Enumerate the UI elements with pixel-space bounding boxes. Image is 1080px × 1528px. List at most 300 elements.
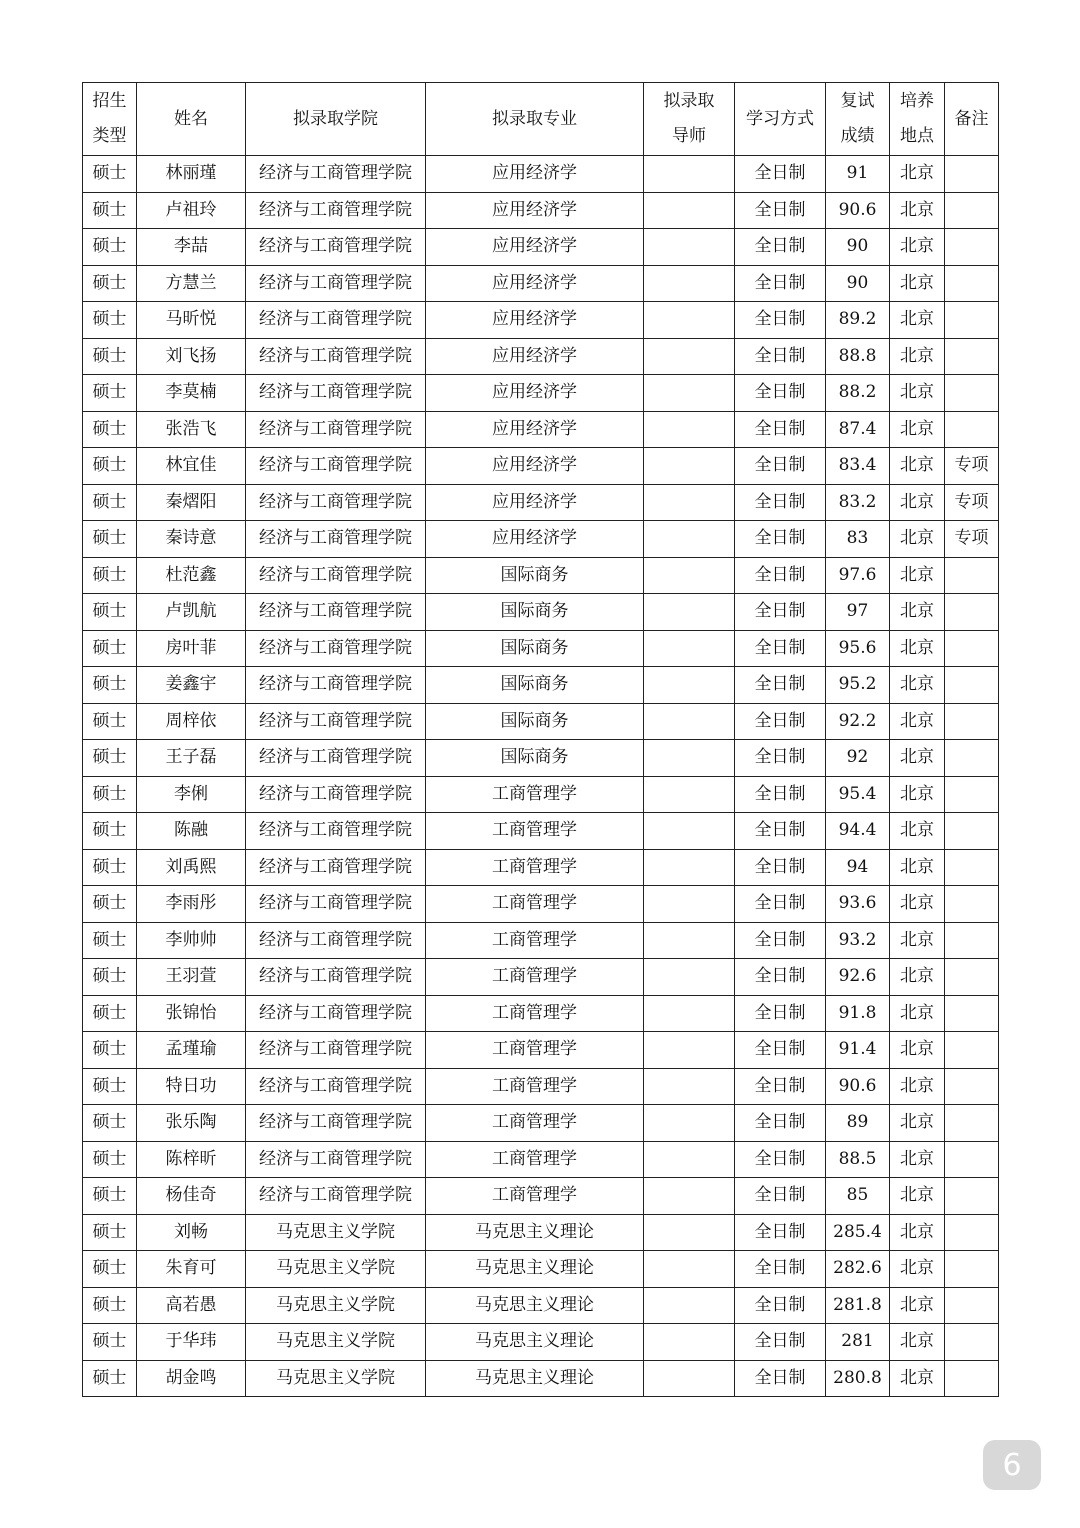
cell-location: 北京 (890, 1287, 945, 1324)
table-row (83, 557, 999, 594)
cell-score: 88.2 (826, 375, 890, 412)
cell-study-mode: 全日制 (735, 1324, 826, 1361)
cell-location: 北京 (890, 521, 945, 558)
cell-college: 马克思主义学院 (246, 1360, 426, 1397)
cell-study-mode: 全日制 (735, 667, 826, 704)
cell-advisor (644, 630, 735, 667)
cell-score: 83 (826, 521, 890, 558)
cell-major: 工商管理学 (426, 1068, 644, 1105)
cell-advisor (644, 338, 735, 375)
cell-college: 经济与工商管理学院 (246, 630, 426, 667)
cell-name: 杜范鑫 (137, 557, 246, 594)
cell-note (945, 594, 999, 631)
cell-study-mode: 全日制 (735, 521, 826, 558)
cell-study-mode: 全日制 (735, 265, 826, 302)
header-advisor-line2: 导师 (672, 126, 706, 146)
cell-advisor (644, 776, 735, 813)
cell-college: 经济与工商管理学院 (246, 229, 426, 266)
cell-major: 应用经济学 (426, 229, 644, 266)
cell-major: 工商管理学 (426, 922, 644, 959)
cell-advisor (644, 1251, 735, 1288)
cell-major: 应用经济学 (426, 411, 644, 448)
cell-note (945, 411, 999, 448)
cell-study-mode: 全日制 (735, 411, 826, 448)
cell-major: 应用经济学 (426, 375, 644, 412)
cell-admission-type: 硕士 (83, 1287, 137, 1324)
table-row (83, 156, 999, 193)
cell-location: 北京 (890, 886, 945, 923)
cell-advisor (644, 1178, 735, 1215)
cell-advisor (644, 1214, 735, 1251)
cell-advisor (644, 557, 735, 594)
cell-name: 方慧兰 (137, 265, 246, 302)
cell-study-mode: 全日制 (735, 557, 826, 594)
cell-location: 北京 (890, 1178, 945, 1215)
cell-score: 281 (826, 1324, 890, 1361)
cell-location: 北京 (890, 813, 945, 850)
cell-college: 经济与工商管理学院 (246, 557, 426, 594)
cell-college: 经济与工商管理学院 (246, 484, 426, 521)
page-number-badge: 6 (983, 1440, 1041, 1490)
cell-college: 经济与工商管理学院 (246, 265, 426, 302)
table-row (83, 1251, 999, 1288)
cell-admission-type: 硕士 (83, 302, 137, 339)
cell-score: 90 (826, 229, 890, 266)
cell-note (945, 703, 999, 740)
header-college: 拟录取学院 (246, 83, 426, 156)
cell-location: 北京 (890, 1068, 945, 1105)
cell-location: 北京 (890, 995, 945, 1032)
cell-score: 90 (826, 265, 890, 302)
header-score (826, 83, 890, 156)
cell-major: 马克思主义理论 (426, 1251, 644, 1288)
cell-advisor (644, 995, 735, 1032)
cell-study-mode: 全日制 (735, 740, 826, 777)
cell-score: 281.8 (826, 1287, 890, 1324)
cell-study-mode: 全日制 (735, 849, 826, 886)
cell-admission-type: 硕士 (83, 484, 137, 521)
cell-name: 陈融 (137, 813, 246, 850)
cell-college: 经济与工商管理学院 (246, 338, 426, 375)
table-row (83, 484, 999, 521)
cell-study-mode: 全日制 (735, 703, 826, 740)
cell-study-mode: 全日制 (735, 156, 826, 193)
cell-admission-type: 硕士 (83, 1068, 137, 1105)
cell-admission-type: 硕士 (83, 521, 137, 558)
cell-major: 马克思主义理论 (426, 1287, 644, 1324)
header-admission-type-line1: 招生 (92, 91, 127, 111)
cell-admission-type: 硕士 (83, 192, 137, 229)
cell-major: 应用经济学 (426, 521, 644, 558)
cell-study-mode: 全日制 (735, 922, 826, 959)
cell-college: 经济与工商管理学院 (246, 776, 426, 813)
cell-name: 马昕悦 (137, 302, 246, 339)
cell-name: 刘飞扬 (137, 338, 246, 375)
cell-admission-type: 硕士 (83, 156, 137, 193)
cell-note (945, 1360, 999, 1397)
cell-admission-type: 硕士 (83, 557, 137, 594)
cell-location: 北京 (890, 192, 945, 229)
cell-name: 李帅帅 (137, 922, 246, 959)
cell-score: 97 (826, 594, 890, 631)
cell-advisor (644, 594, 735, 631)
cell-college: 经济与工商管理学院 (246, 740, 426, 777)
cell-note (945, 338, 999, 375)
cell-study-mode: 全日制 (735, 995, 826, 1032)
cell-admission-type: 硕士 (83, 229, 137, 266)
cell-major: 国际商务 (426, 667, 644, 704)
cell-note (945, 302, 999, 339)
cell-study-mode: 全日制 (735, 302, 826, 339)
cell-advisor (644, 1105, 735, 1142)
cell-note (945, 667, 999, 704)
cell-score: 88.5 (826, 1141, 890, 1178)
cell-advisor (644, 521, 735, 558)
cell-location: 北京 (890, 484, 945, 521)
cell-college: 经济与工商管理学院 (246, 995, 426, 1032)
cell-college: 经济与工商管理学院 (246, 1178, 426, 1215)
cell-score: 90.6 (826, 1068, 890, 1105)
table-row (83, 265, 999, 302)
cell-study-mode: 全日制 (735, 375, 826, 412)
cell-major: 应用经济学 (426, 192, 644, 229)
header-advisor (644, 83, 735, 156)
cell-name: 卢祖玲 (137, 192, 246, 229)
cell-college: 马克思主义学院 (246, 1287, 426, 1324)
cell-score: 89.2 (826, 302, 890, 339)
cell-major: 国际商务 (426, 594, 644, 631)
cell-score: 91.8 (826, 995, 890, 1032)
cell-note: 专项 (945, 484, 999, 521)
cell-note (945, 740, 999, 777)
table-row (83, 192, 999, 229)
table-row (83, 813, 999, 850)
table-row (83, 594, 999, 631)
cell-admission-type: 硕士 (83, 375, 137, 412)
cell-score: 280.8 (826, 1360, 890, 1397)
cell-score: 94 (826, 849, 890, 886)
cell-advisor (644, 229, 735, 266)
cell-admission-type: 硕士 (83, 1032, 137, 1069)
table-row (83, 886, 999, 923)
cell-note (945, 1178, 999, 1215)
table-row (83, 1032, 999, 1069)
table-row (83, 776, 999, 813)
cell-note: 专项 (945, 521, 999, 558)
cell-location: 北京 (890, 1214, 945, 1251)
table-row (83, 448, 999, 485)
cell-location: 北京 (890, 594, 945, 631)
cell-location: 北京 (890, 1105, 945, 1142)
cell-major: 工商管理学 (426, 1032, 644, 1069)
cell-note (945, 156, 999, 193)
cell-advisor (644, 1068, 735, 1105)
table-row (83, 922, 999, 959)
cell-score: 83.4 (826, 448, 890, 485)
cell-location: 北京 (890, 265, 945, 302)
cell-score: 97.6 (826, 557, 890, 594)
cell-college: 经济与工商管理学院 (246, 521, 426, 558)
cell-advisor (644, 1032, 735, 1069)
cell-advisor (644, 192, 735, 229)
header-admission-type-line2: 类型 (92, 126, 127, 146)
table-row (83, 375, 999, 412)
cell-study-mode: 全日制 (735, 1141, 826, 1178)
cell-score: 285.4 (826, 1214, 890, 1251)
cell-name: 姜鑫宇 (137, 667, 246, 704)
cell-admission-type: 硕士 (83, 1251, 137, 1288)
header-note: 备注 (945, 83, 999, 156)
cell-note (945, 630, 999, 667)
table-row (83, 1287, 999, 1324)
table-row (83, 740, 999, 777)
cell-college: 经济与工商管理学院 (246, 375, 426, 412)
cell-college: 经济与工商管理学院 (246, 703, 426, 740)
cell-college: 经济与工商管理学院 (246, 959, 426, 996)
cell-college: 马克思主义学院 (246, 1214, 426, 1251)
cell-location: 北京 (890, 703, 945, 740)
cell-location: 北京 (890, 1324, 945, 1361)
cell-major: 马克思主义理论 (426, 1360, 644, 1397)
cell-study-mode: 全日制 (735, 1178, 826, 1215)
cell-location: 北京 (890, 557, 945, 594)
cell-name: 王羽萱 (137, 959, 246, 996)
cell-name: 杨佳奇 (137, 1178, 246, 1215)
cell-advisor (644, 448, 735, 485)
cell-major: 马克思主义理论 (426, 1214, 644, 1251)
cell-admission-type: 硕士 (83, 448, 137, 485)
cell-admission-type: 硕士 (83, 703, 137, 740)
cell-score: 88.8 (826, 338, 890, 375)
cell-major: 应用经济学 (426, 302, 644, 339)
cell-name: 陈梓昕 (137, 1141, 246, 1178)
table-body (83, 156, 999, 1397)
table-row (83, 959, 999, 996)
cell-major: 马克思主义理论 (426, 1324, 644, 1361)
cell-study-mode: 全日制 (735, 448, 826, 485)
cell-study-mode: 全日制 (735, 886, 826, 923)
table-row (83, 630, 999, 667)
cell-study-mode: 全日制 (735, 1032, 826, 1069)
cell-location: 北京 (890, 411, 945, 448)
table-row (83, 1324, 999, 1361)
cell-name: 特日功 (137, 1068, 246, 1105)
cell-score: 95.6 (826, 630, 890, 667)
cell-note (945, 1141, 999, 1178)
cell-note (945, 1032, 999, 1069)
header-location-line1: 培养 (900, 91, 934, 111)
cell-college: 经济与工商管理学院 (246, 448, 426, 485)
header-score-line2: 成绩 (840, 126, 875, 146)
cell-advisor (644, 1324, 735, 1361)
cell-score: 87.4 (826, 411, 890, 448)
cell-note (945, 1251, 999, 1288)
table-row (83, 849, 999, 886)
cell-advisor (644, 302, 735, 339)
cell-study-mode: 全日制 (735, 1214, 826, 1251)
cell-college: 马克思主义学院 (246, 1251, 426, 1288)
header-admission-type (83, 83, 137, 156)
cell-note (945, 1105, 999, 1142)
cell-name: 秦诗意 (137, 521, 246, 558)
table-row (83, 521, 999, 558)
cell-score: 94.4 (826, 813, 890, 850)
cell-college: 马克思主义学院 (246, 1324, 426, 1361)
cell-location: 北京 (890, 1251, 945, 1288)
cell-name: 刘禹熙 (137, 849, 246, 886)
cell-note (945, 557, 999, 594)
cell-note (945, 1214, 999, 1251)
cell-score: 93.2 (826, 922, 890, 959)
cell-score: 89 (826, 1105, 890, 1142)
cell-name: 李俐 (137, 776, 246, 813)
cell-advisor (644, 703, 735, 740)
cell-study-mode: 全日制 (735, 813, 826, 850)
cell-score: 83.2 (826, 484, 890, 521)
cell-college: 经济与工商管理学院 (246, 1068, 426, 1105)
cell-name: 李莫楠 (137, 375, 246, 412)
cell-major: 工商管理学 (426, 1105, 644, 1142)
header-location-line2: 地点 (900, 126, 934, 146)
cell-admission-type: 硕士 (83, 1178, 137, 1215)
cell-location: 北京 (890, 448, 945, 485)
cell-location: 北京 (890, 156, 945, 193)
cell-advisor (644, 1141, 735, 1178)
cell-admission-type: 硕士 (83, 995, 137, 1032)
cell-name: 胡金鸣 (137, 1360, 246, 1397)
cell-note (945, 375, 999, 412)
table-row (83, 1068, 999, 1105)
cell-admission-type: 硕士 (83, 813, 137, 850)
header-score-line1: 复试 (840, 91, 875, 111)
cell-note (945, 192, 999, 229)
cell-advisor (644, 1287, 735, 1324)
cell-location: 北京 (890, 667, 945, 704)
cell-study-mode: 全日制 (735, 1360, 826, 1397)
cell-name: 王子磊 (137, 740, 246, 777)
cell-location: 北京 (890, 302, 945, 339)
table-row (83, 1141, 999, 1178)
cell-study-mode: 全日制 (735, 1068, 826, 1105)
cell-major: 工商管理学 (426, 1178, 644, 1215)
cell-study-mode: 全日制 (735, 776, 826, 813)
cell-name: 李雨彤 (137, 886, 246, 923)
cell-name: 高若愚 (137, 1287, 246, 1324)
cell-study-mode: 全日制 (735, 229, 826, 266)
cell-score: 91.4 (826, 1032, 890, 1069)
cell-location: 北京 (890, 740, 945, 777)
cell-admission-type: 硕士 (83, 338, 137, 375)
table-row (83, 302, 999, 339)
header-name: 姓名 (137, 83, 246, 156)
cell-college: 经济与工商管理学院 (246, 849, 426, 886)
header-advisor-line1: 拟录取 (663, 91, 715, 111)
cell-location: 北京 (890, 338, 945, 375)
cell-admission-type: 硕士 (83, 594, 137, 631)
cell-score: 91 (826, 156, 890, 193)
cell-major: 应用经济学 (426, 338, 644, 375)
cell-admission-type: 硕士 (83, 776, 137, 813)
cell-name: 周梓依 (137, 703, 246, 740)
cell-name: 于华玮 (137, 1324, 246, 1361)
cell-note (945, 776, 999, 813)
cell-major: 工商管理学 (426, 959, 644, 996)
cell-advisor (644, 886, 735, 923)
table-row (83, 229, 999, 266)
cell-note (945, 229, 999, 266)
cell-advisor (644, 156, 735, 193)
cell-name: 李喆 (137, 229, 246, 266)
cell-score: 282.6 (826, 1251, 890, 1288)
cell-major: 国际商务 (426, 740, 644, 777)
cell-admission-type: 硕士 (83, 886, 137, 923)
cell-location: 北京 (890, 1141, 945, 1178)
table-row (83, 338, 999, 375)
cell-advisor (644, 265, 735, 302)
cell-note (945, 922, 999, 959)
cell-major: 应用经济学 (426, 156, 644, 193)
cell-location: 北京 (890, 229, 945, 266)
cell-location: 北京 (890, 1032, 945, 1069)
cell-major: 国际商务 (426, 630, 644, 667)
header-location (890, 83, 945, 156)
cell-advisor (644, 484, 735, 521)
cell-study-mode: 全日制 (735, 484, 826, 521)
header-major: 拟录取专业 (426, 83, 644, 156)
cell-major: 工商管理学 (426, 1141, 644, 1178)
table-row (83, 1178, 999, 1215)
cell-college: 经济与工商管理学院 (246, 1105, 426, 1142)
cell-score: 92.6 (826, 959, 890, 996)
cell-advisor (644, 740, 735, 777)
cell-admission-type: 硕士 (83, 922, 137, 959)
cell-note (945, 886, 999, 923)
cell-admission-type: 硕士 (83, 959, 137, 996)
cell-note: 专项 (945, 448, 999, 485)
cell-study-mode: 全日制 (735, 192, 826, 229)
cell-admission-type: 硕士 (83, 411, 137, 448)
cell-college: 经济与工商管理学院 (246, 1032, 426, 1069)
cell-note (945, 1324, 999, 1361)
cell-location: 北京 (890, 922, 945, 959)
cell-note (945, 1068, 999, 1105)
cell-admission-type: 硕士 (83, 265, 137, 302)
cell-name: 孟瑾瑜 (137, 1032, 246, 1069)
table-row (83, 703, 999, 740)
cell-location: 北京 (890, 849, 945, 886)
cell-advisor (644, 813, 735, 850)
cell-score: 90.6 (826, 192, 890, 229)
cell-advisor (644, 411, 735, 448)
cell-major: 工商管理学 (426, 995, 644, 1032)
cell-study-mode: 全日制 (735, 1287, 826, 1324)
cell-score: 95.4 (826, 776, 890, 813)
cell-college: 经济与工商管理学院 (246, 156, 426, 193)
cell-study-mode: 全日制 (735, 1105, 826, 1142)
cell-college: 经济与工商管理学院 (246, 667, 426, 704)
cell-name: 房叶菲 (137, 630, 246, 667)
cell-admission-type: 硕士 (83, 1360, 137, 1397)
cell-study-mode: 全日制 (735, 594, 826, 631)
cell-study-mode: 全日制 (735, 959, 826, 996)
cell-name: 刘畅 (137, 1214, 246, 1251)
cell-major: 国际商务 (426, 703, 644, 740)
cell-note (945, 813, 999, 850)
cell-name: 秦熠阳 (137, 484, 246, 521)
cell-admission-type: 硕士 (83, 1214, 137, 1251)
cell-score: 93.6 (826, 886, 890, 923)
header-study-mode: 学习方式 (735, 83, 826, 156)
